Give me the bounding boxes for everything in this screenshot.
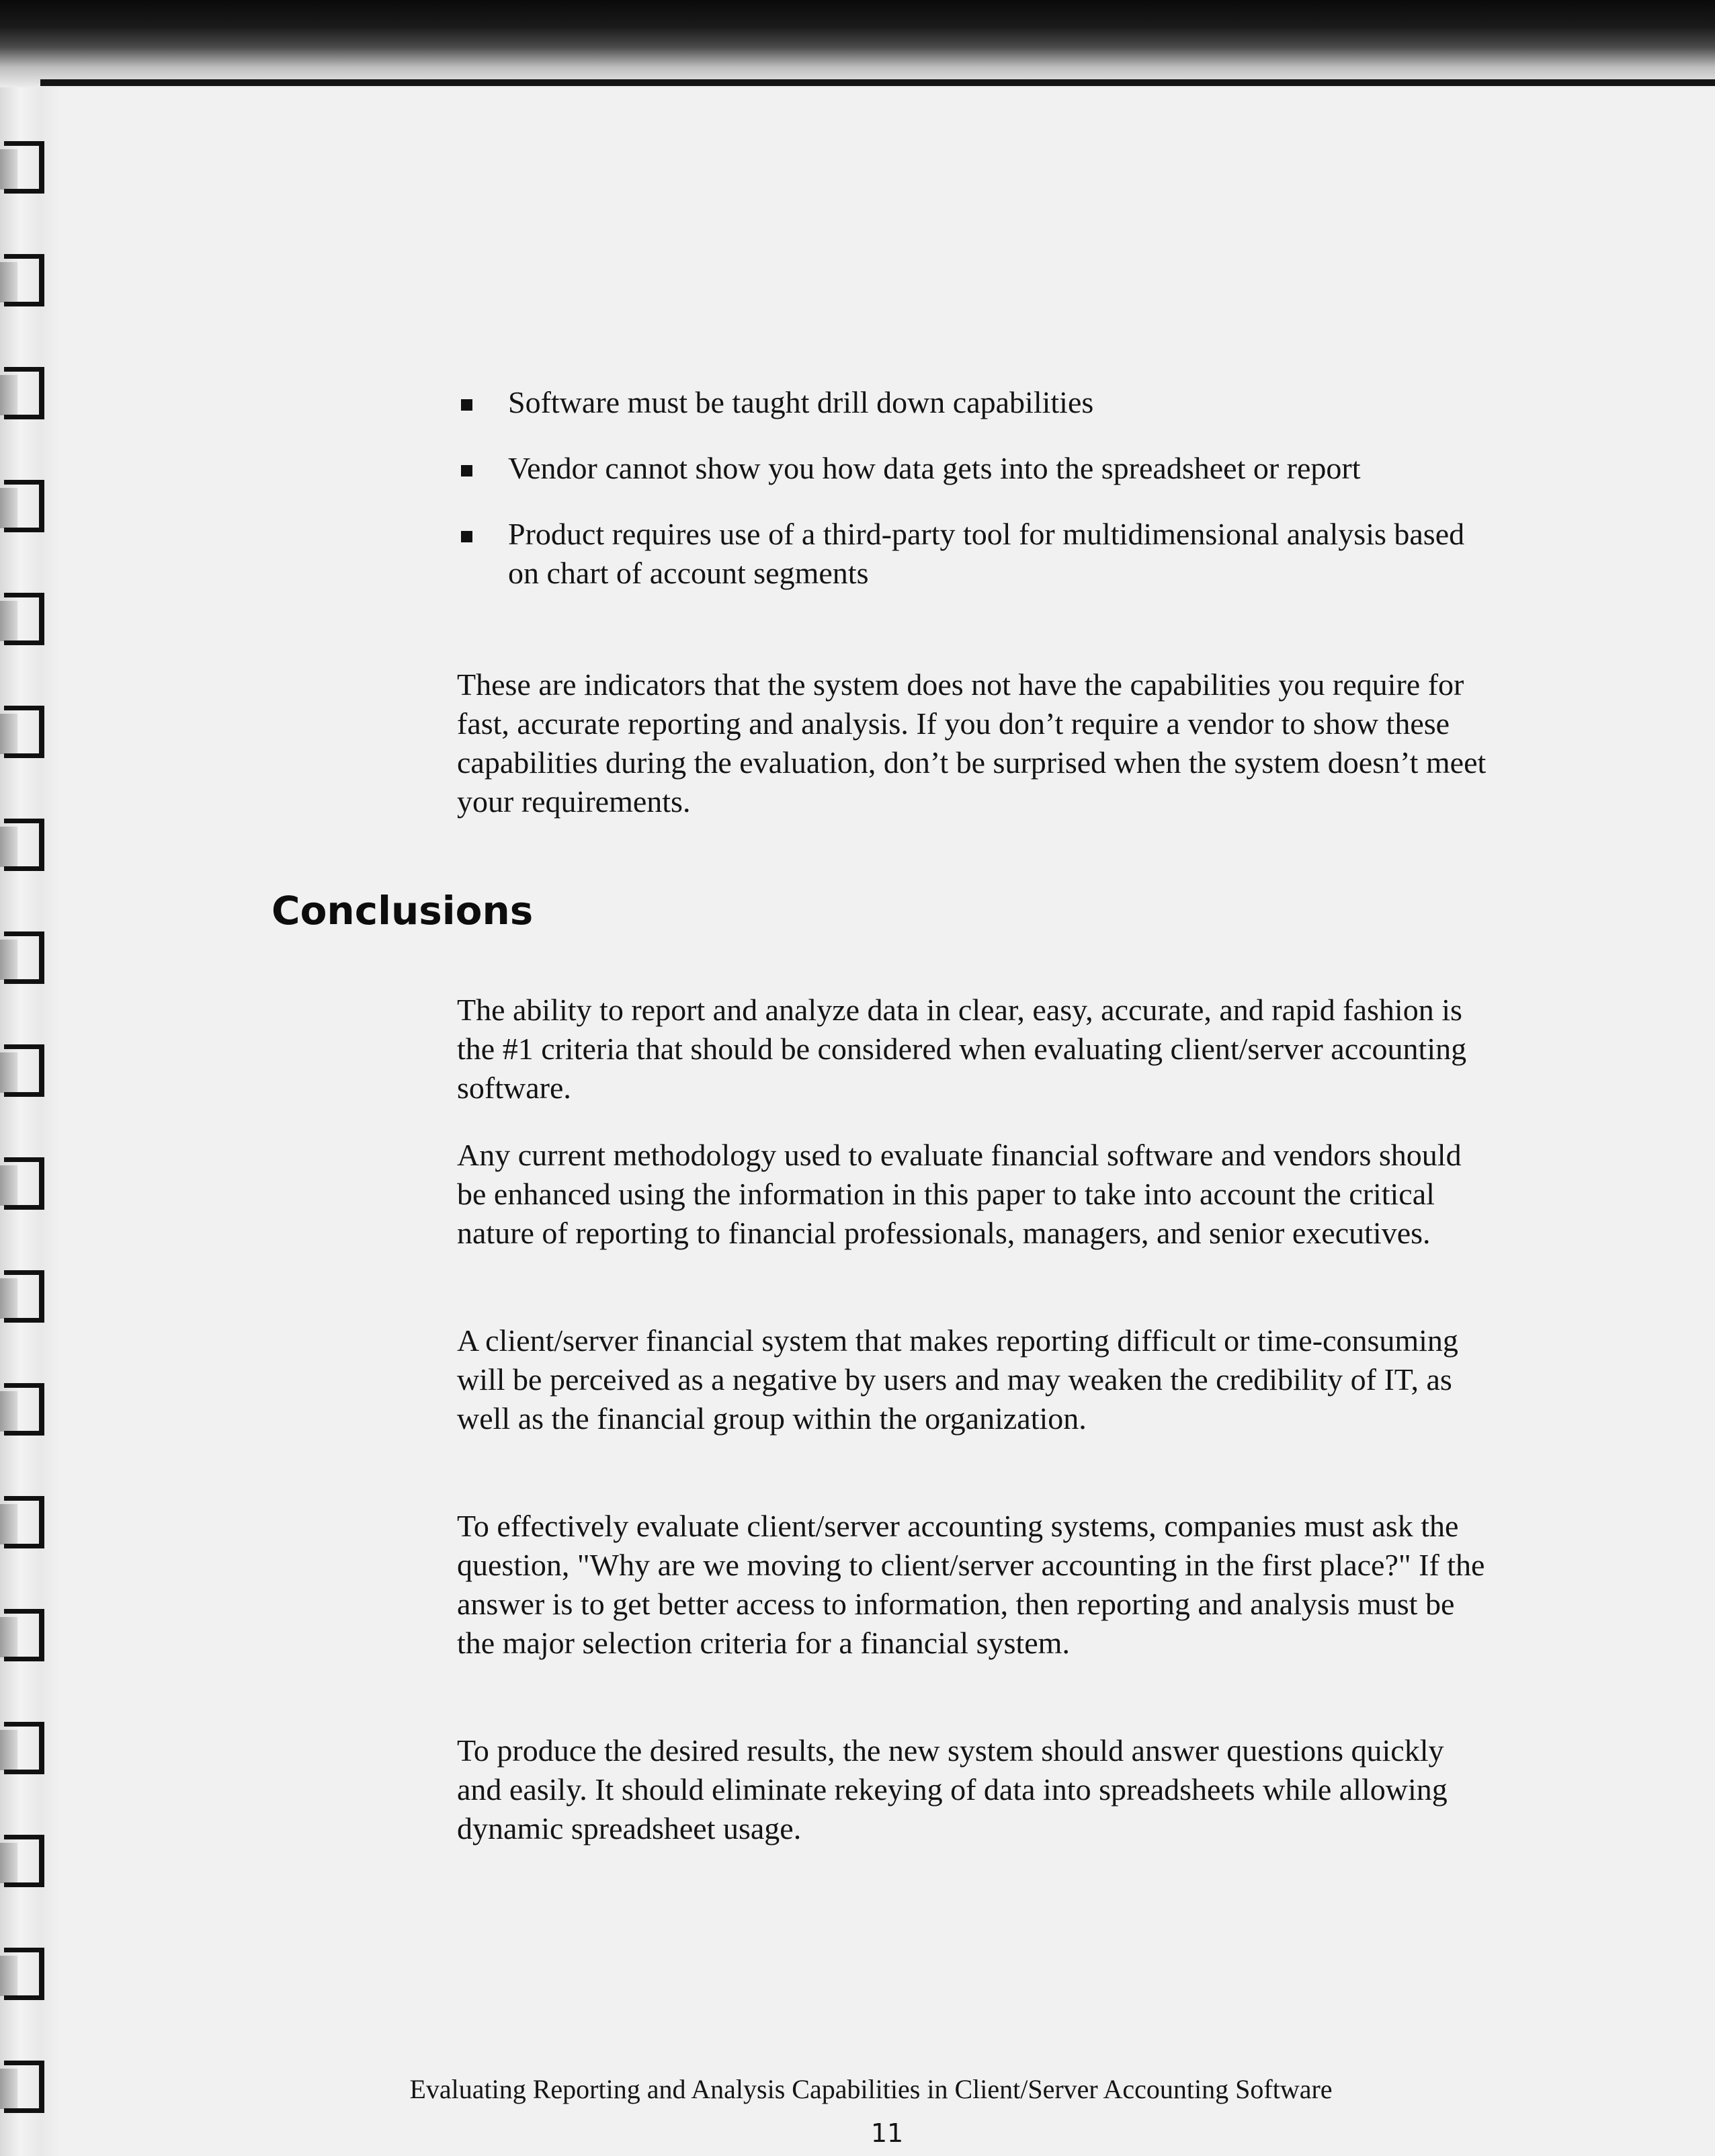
conclusion-paragraph: The ability to report and analyze data in clear, easy, accurate, and rapid fashion is the #1 criteria that should be considered when evaluating client/server accounting software. — [457, 993, 1467, 1105]
page-number-line — [0, 2117, 1715, 2149]
conclusion-paragraph: To produce the desired results, the new system should answer questions quickly and easily. It should eliminate rekeying of data into spreadsheets while allowing dynamic spreadsheet usage. — [457, 1733, 1448, 1846]
indicator-bullet-list — [452, 383, 1487, 620]
conclusion-paragraph: To effectively evaluate client/server accounting systems, companies must ask the question, "Why are we moving to client/server accounting in the first place?" If the answer is to get better access to information, then reporting and analysis must be the major selection criteria for a financial system. — [457, 1509, 1485, 1660]
bullet-text: Software must be taught drill down capabilities — [508, 385, 1094, 419]
section-heading: Conclusions — [271, 888, 534, 934]
bullet-square-icon — [461, 399, 472, 411]
bullet-item — [452, 449, 1487, 488]
running-footer — [0, 2073, 1715, 2106]
bullet-text: Product requires use of a third-party tool for multidimensional analysis based on chart of account segments — [508, 517, 1465, 590]
bullet-item — [452, 383, 1487, 422]
bullet-item — [452, 515, 1487, 593]
footer-title: Evaluating Reporting and Analysis Capabilities in Client/Server Accounting Software — [409, 2074, 1333, 2104]
bullet-text: Vendor cannot show you how data gets into the spreadsheet or report — [508, 451, 1361, 485]
page-number: 11 — [870, 2118, 904, 2148]
bullet-square-icon — [461, 531, 472, 542]
conclusion-paragraph: A client/server financial system that makes reporting difficult or time-consuming will be perceived as a negative by users and may weaken the credibility of IT, as well as the financial group within the organization. — [457, 1323, 1458, 1436]
bullet-square-icon — [461, 465, 472, 476]
conclusion-paragraph: Any current methodology used to evaluate financial software and vendors should be enhanced using the information in this paper to take into account the critical nature of reporting to financial professionals, managers, and senior executives. — [457, 1138, 1462, 1250]
indicators-paragraph: These are indicators that the system does not have the capabilities you require for fast, accurate reporting and analysis. If you don’t require a vendor to show these capabilities during the evaluation, don’t be surprised when the system doesn’t meet your requirements. — [457, 667, 1487, 819]
